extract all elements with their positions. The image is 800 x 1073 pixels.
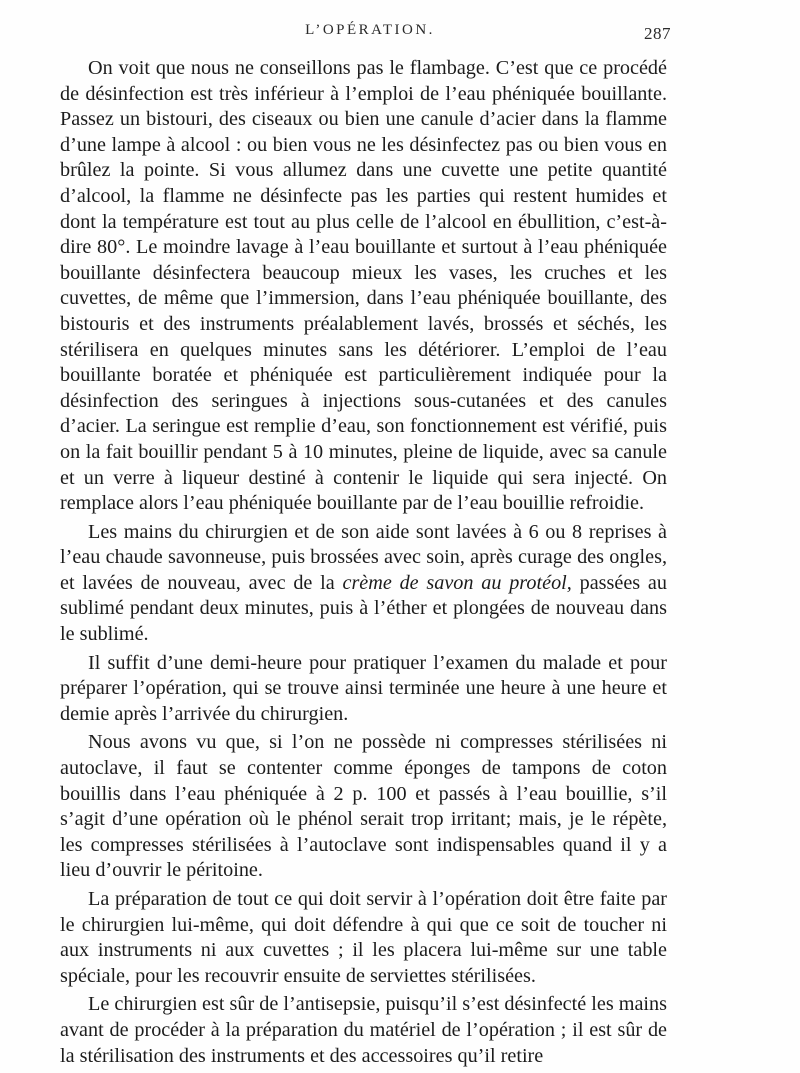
body-text xyxy=(60,56,667,1072)
paragraph-compresses: Nous avons vu que, si l’on ne possède ni compresses stérilisées ni autoclave, il faut se contenter comme éponges de tampons de coton bouillis dans l’eau phéniquée à 2 p. 100 et passés à l’eau bouillie, s’il s’agit d’une opération où le phénol serait trop irritant; mais, je le répète, les compresses stérilisées à l’autoclave sont indispensables quand il y a lieu d’ouvrir le péritoine. xyxy=(60,731,667,882)
running-title: L’OPÉRATION. xyxy=(305,22,435,38)
paragraph-mains-emphasis: crème de savon au protéol, xyxy=(342,571,572,594)
paragraph-preparation: La préparation de tout ce qui doit servir à l’opération doit être faite par le chirurgien lui-même, qui doit défendre à qui que ce soit de toucher ni aux instruments ni aux cuvettes ; il les placera lui-même sur une table spéciale, pour les recouvrir ensuite de serviettes stérilisées. xyxy=(60,888,667,987)
paragraph-mains-end: passées au sublimé pendant deux minutes, puis à l’éther et plongées de nouveau dans le sublimé. xyxy=(60,571,667,646)
paragraph-antisepsie: Le chirurgien est sûr de l’antisepsie, puisqu’il s’est désinfecté les mains avant de procéder à la préparation du matériel de l’opération ; il est sûr de la stérilisation des instruments et des accessoires qu’il retire xyxy=(60,993,667,1067)
paragraph-demi-heure: Il suffit d’une demi-heure pour pratiquer l’examen du malade et pour préparer l’opération, qui se trouve ainsi terminée une heure à une heure et demie après l’arrivée du chirurgien. xyxy=(60,651,667,725)
paragraph-mains xyxy=(60,520,667,648)
page-number: 287 xyxy=(644,24,671,43)
paragraph-mains-start: Les mains du chirurgien et de son aide sont lavées à 6 ou 8 reprises à l’eau chaude savonneuse, puis brossées avec soin, après curage des ongles, et lavées de nouveau, avec de la xyxy=(60,520,667,594)
paragraph-flambage: On voit que nous ne conseillons pas le flambage. C’est que ce procédé de désinfection est très inférieur à l’emploi de l’eau phéniquée bouillante. Passez un bistouri, des ciseaux ou bien une canule d’acier dans la flamme d’une lampe à alcool : ou bien vous ne les désinfectez pas ou bien vous en brûlez la pointe. Si vous allumez dans une cuvette une petite quantité d’alcool, la flamme ne désinfecte pas les parties qui restent humides et dont la température est tout au plus celle de l’alcool en ébullition, c’est-à-dire 80°. Le moindre lavage à l’eau bouillante et surtout à l’eau phéniquée bouillante désinfectera beaucoup mieux les vases, les cruches et les cuvettes, de même que l’immersion, dans l’eau phéniquée bouillante, des bistouris et des instruments préalablement lavés, brossés et séchés, les stérilisera en quelques minutes sans les détériorer. L’emploi de l’eau bouillante boratée et phéniquée est particulièrement indiquée pour la désinfection des seringues à injections sous-cutanées et des canules d’acier. La seringue est remplie d’eau, son fonctionnement est vérifié, puis on la fait bouillir pendant 5 à 10 minutes, pleine de liquide, avec sa canule et un verre à liqueur destiné à contenir le liquide qui sera injecté. On remplace alors l’eau phéniquée bouillante par de l’eau bouillie refroidie. xyxy=(60,57,667,515)
running-head xyxy=(0,18,800,48)
